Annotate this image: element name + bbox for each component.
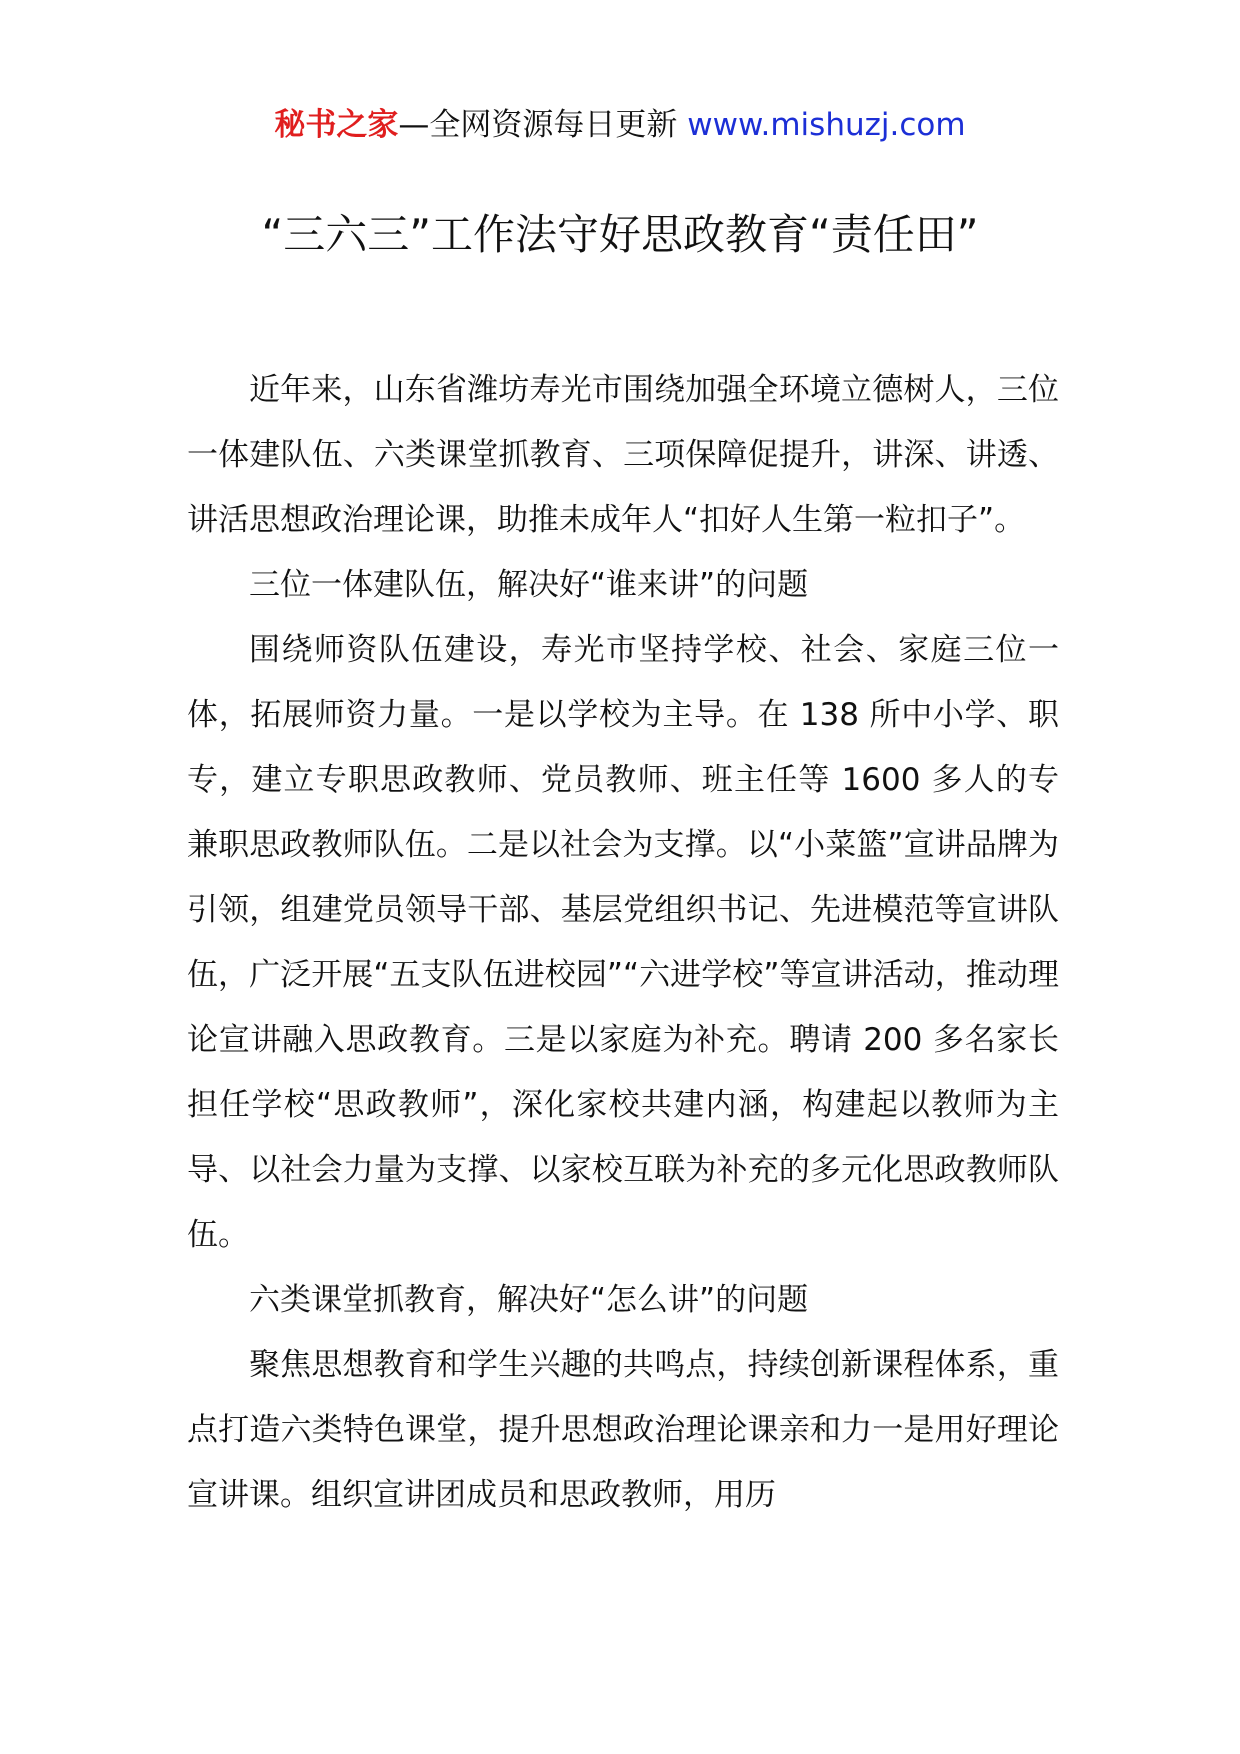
document-title: “三六三”工作法守好思政教育“责任田”	[261, 210, 979, 259]
site-brand: 秘书之家	[274, 107, 399, 143]
paragraph-classroom: 聚焦思想教育和学生兴趣的共鸣点，持续创新课程体系，重点打造六类特色课堂，提升思想政治理论课亲和力一是用好理论宣讲课。组织宣讲团成员和思政教师，用历	[187, 1347, 1059, 1513]
section-heading-classroom: 六类课堂抓教育，解决好“怎么讲”的问题	[249, 1282, 809, 1318]
site-url-link[interactable]: www.mishuzj.com	[687, 107, 966, 143]
site-slogan: —全网资源每日更新	[398, 107, 688, 143]
paragraph-intro: 近年来，山东省潍坊寿光市围绕加强全环境立德树人，三位一体建队伍、六类课堂抓教育、三项保障促提升，讲深、讲透、讲活思想政治理论课，助推未成年人“扣好人生第一粒扣子”。	[187, 372, 1059, 538]
paragraph-team: 围绕师资队伍建设，寿光市坚持学校、社会、家庭三位一体，拓展师资力量。一是以学校为主导。在 138 所中小学、职专，建立专职思政教师、党员教师、班主任等 1600 多人的专兼职思政教师队伍。二是以社会为支撑。以“小菜篮”宣讲品牌为引领，组建党员领导干部、基层党组织书记、先进模范等宣讲队伍，广泛开展“五支队伍进校园”“六进学校”等宣讲活动，推动理论宣讲融入思政教育。三是以家庭为补充。聘请 200 多名家长担任学校“思政教师”，深化家校共建内涵，构建起以教师为主导、以社会力量为支撑、以家校互联为补充的多元化思政教师队伍。	[187, 632, 1059, 1253]
site-header	[0, 100, 1240, 150]
section-heading-team: 三位一体建队伍，解决好“谁来讲”的问题	[249, 567, 809, 603]
document-body	[187, 358, 1059, 1528]
